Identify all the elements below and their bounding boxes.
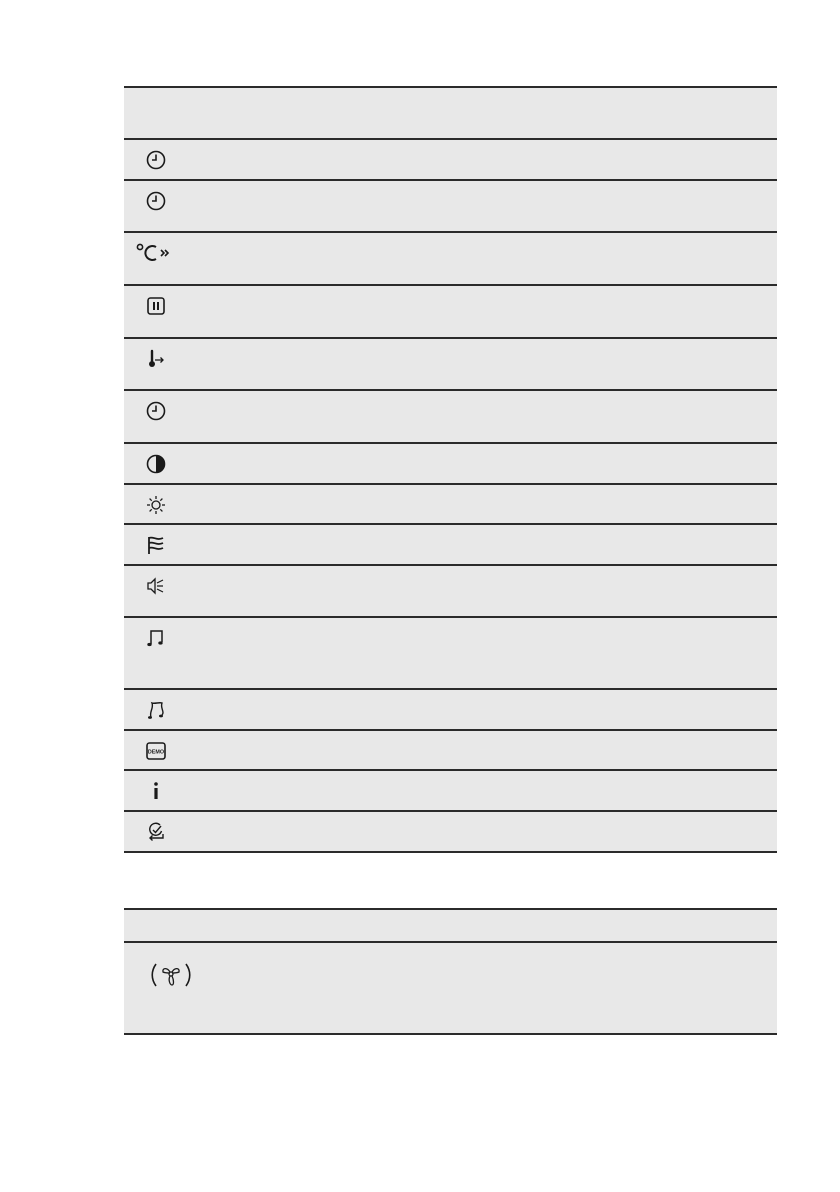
table-row [124, 771, 777, 812]
table-header-row [124, 908, 777, 943]
table-row [124, 731, 777, 771]
table-row [124, 140, 777, 181]
table-row [124, 181, 777, 233]
celsius-fast-heat-icon [136, 241, 174, 265]
table-row [124, 525, 777, 566]
table-row [124, 286, 777, 339]
table-row [124, 812, 777, 853]
table-row [124, 566, 777, 618]
table-row [124, 690, 777, 731]
table-header-row [124, 86, 777, 140]
factory-reset-icon [144, 820, 168, 844]
thermometer-arrow-icon [144, 347, 168, 371]
table-row [124, 233, 777, 286]
melody-wave-icon [144, 698, 168, 722]
speaker-volume-icon [144, 574, 168, 598]
table-row [124, 339, 777, 391]
clock-icon [144, 148, 168, 172]
settings-table [124, 86, 777, 853]
table-row [124, 444, 777, 485]
info-icon [144, 779, 168, 803]
table-row [124, 485, 777, 525]
pause-icon [144, 294, 168, 318]
clock-icon [144, 189, 168, 213]
music-note-icon [144, 626, 168, 650]
table-row [124, 391, 777, 444]
svg-text:DEMO: DEMO [147, 749, 165, 756]
demo-icon [144, 739, 168, 763]
flag-language-icon [144, 533, 168, 557]
fan-table [124, 908, 777, 1035]
table-row [124, 618, 777, 690]
clock-icon [144, 399, 168, 423]
contrast-icon [144, 452, 168, 476]
fan-icon [150, 961, 192, 989]
brightness-sun-icon [144, 493, 168, 517]
table-row [124, 943, 777, 1035]
